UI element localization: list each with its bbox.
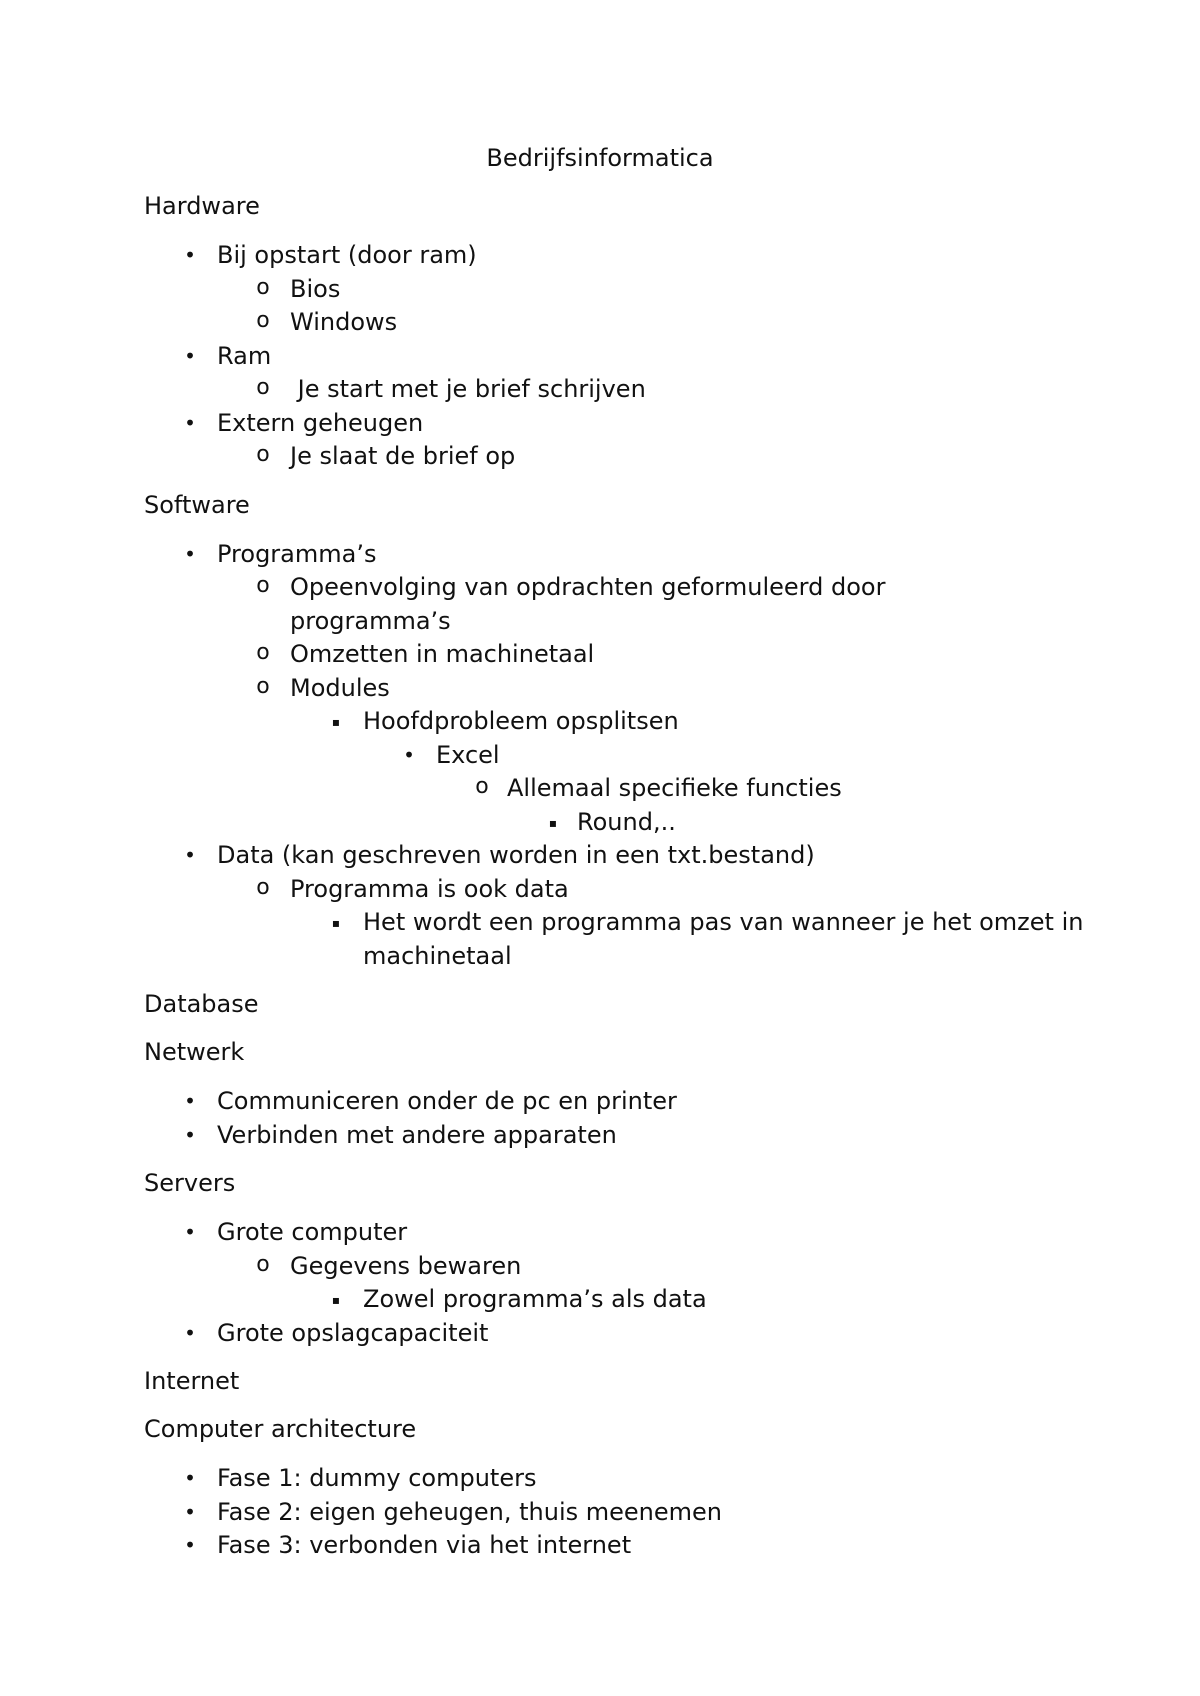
circle-bullet-icon: o <box>256 573 270 598</box>
circle-bullet-icon: o <box>256 274 270 300</box>
list-item-text: Ram <box>217 341 272 370</box>
list-item-text: Extern geheugen <box>217 408 424 437</box>
list-item <box>144 1462 1094 1496</box>
list-item <box>290 705 1094 839</box>
disc-bullet-icon: • <box>184 843 196 867</box>
section-heading-internet: Internet <box>144 1367 240 1395</box>
square-bullet-icon: ▪ <box>331 1293 341 1307</box>
list-item <box>436 772 1094 839</box>
list-item-text: Programma’s <box>217 539 377 568</box>
list-item-text: Fase 2: eigen geheugen, thuis meenemen <box>217 1497 722 1526</box>
list-item-text: Zowel programma’s als data <box>363 1285 707 1313</box>
list-item-text: Windows <box>290 308 398 336</box>
square-bullet-icon: ▪ <box>331 916 341 930</box>
circle-bullet-icon: o <box>256 442 270 467</box>
list-item <box>144 538 1094 840</box>
disc-bullet-icon: • <box>184 1220 196 1244</box>
list-item-text: Je slaat de brief op <box>290 442 516 470</box>
document-body <box>144 190 1094 1578</box>
disc-bullet-icon: • <box>184 1466 196 1490</box>
list-item <box>144 239 1094 340</box>
list-item-text: Excel <box>436 740 500 769</box>
list-item <box>217 638 1094 672</box>
list-item-text: Fase 3: verbonden via het internet <box>217 1531 632 1559</box>
list-item <box>144 1317 1094 1351</box>
software-list <box>144 538 1094 974</box>
list-item <box>290 1283 1094 1317</box>
list-item <box>144 1529 1094 1563</box>
disc-bullet-icon: • <box>184 343 196 368</box>
disc-bullet-icon: • <box>184 410 196 435</box>
disc-bullet-icon: • <box>184 1533 196 1557</box>
list-item-text: Je start met je brief schrijven <box>290 375 646 403</box>
list-item <box>507 806 1094 840</box>
list-item <box>363 739 1094 840</box>
list-item <box>217 672 1094 840</box>
list-item-text: Het wordt een programma pas van wanneer je het omzet in machinetaal <box>363 908 1084 970</box>
disc-bullet-icon: • <box>184 1122 196 1147</box>
circle-bullet-icon: o <box>256 375 270 400</box>
list-item <box>144 1119 1094 1153</box>
list-item-text: Hoofdprobleem opsplitsen <box>363 707 679 735</box>
section-heading-software: Software <box>144 490 250 519</box>
disc-bullet-icon: • <box>184 1320 196 1345</box>
list-item-text: Opeenvolging van opdrachten geformuleerd door programma’s <box>290 573 886 635</box>
list-item <box>217 1250 1094 1317</box>
list-item-text: Grote opslagcapaciteit <box>217 1318 489 1347</box>
section-heading-hardware: Hardware <box>144 192 260 220</box>
disc-bullet-icon: • <box>184 1499 196 1524</box>
circle-bullet-icon: o <box>256 1251 270 1277</box>
document-title: Bedrijfsinformatica <box>486 144 714 172</box>
disc-bullet-icon: • <box>184 1089 196 1113</box>
disc-bullet-icon: • <box>184 243 196 267</box>
list-item-text: Gegevens bewaren <box>290 1251 522 1280</box>
circle-bullet-icon: o <box>256 640 270 665</box>
disc-bullet-icon: • <box>184 541 196 566</box>
list-item <box>217 373 1094 407</box>
list-item <box>217 440 1094 474</box>
circle-bullet-icon: o <box>256 308 270 333</box>
list-item-text: Bios <box>290 274 341 303</box>
list-item-text: Data (kan geschreven worden in een txt.bestand) <box>217 841 815 869</box>
list-item-text: Communiceren onder de pc en printer <box>217 1087 677 1115</box>
list-item-text: Round,.. <box>577 807 676 836</box>
list-item <box>144 340 1094 407</box>
square-bullet-icon: ▪ <box>548 815 558 830</box>
list-item-text: Programma is ook data <box>290 874 569 903</box>
square-bullet-icon: ▪ <box>331 715 341 729</box>
section-heading-servers: Servers <box>144 1169 236 1197</box>
netwerk-list <box>144 1085 1094 1152</box>
list-item-text: Fase 1: dummy computers <box>217 1464 537 1492</box>
circle-bullet-icon: o <box>475 774 489 799</box>
list-item <box>290 906 1094 973</box>
section-heading-architecture: Computer architecture <box>144 1415 417 1443</box>
list-item <box>217 306 1094 340</box>
disc-bullet-icon: • <box>403 742 415 767</box>
list-item-text: Modules <box>290 673 390 702</box>
list-item-text: Bij opstart (door ram) <box>217 241 477 269</box>
circle-bullet-icon: o <box>256 874 270 900</box>
list-item <box>144 839 1094 973</box>
section-heading-netwerk: Netwerk <box>144 1038 245 1066</box>
section-heading-database: Database <box>144 990 259 1018</box>
list-item-text: Verbinden met andere apparaten <box>217 1120 617 1149</box>
list-item-text: Allemaal specifieke functies <box>507 774 842 802</box>
list-item <box>217 873 1094 974</box>
circle-bullet-icon: o <box>256 673 270 699</box>
list-item <box>217 571 1094 638</box>
list-item <box>217 273 1094 307</box>
hardware-list <box>144 239 1094 474</box>
architecture-list <box>144 1462 1094 1563</box>
servers-list <box>144 1216 1094 1350</box>
list-item-text: Omzetten in machinetaal <box>290 640 595 668</box>
list-item <box>144 1085 1094 1119</box>
list-item <box>144 1216 1094 1317</box>
list-item-text: Grote computer <box>217 1218 408 1246</box>
list-item <box>144 407 1094 474</box>
list-item <box>144 1496 1094 1530</box>
